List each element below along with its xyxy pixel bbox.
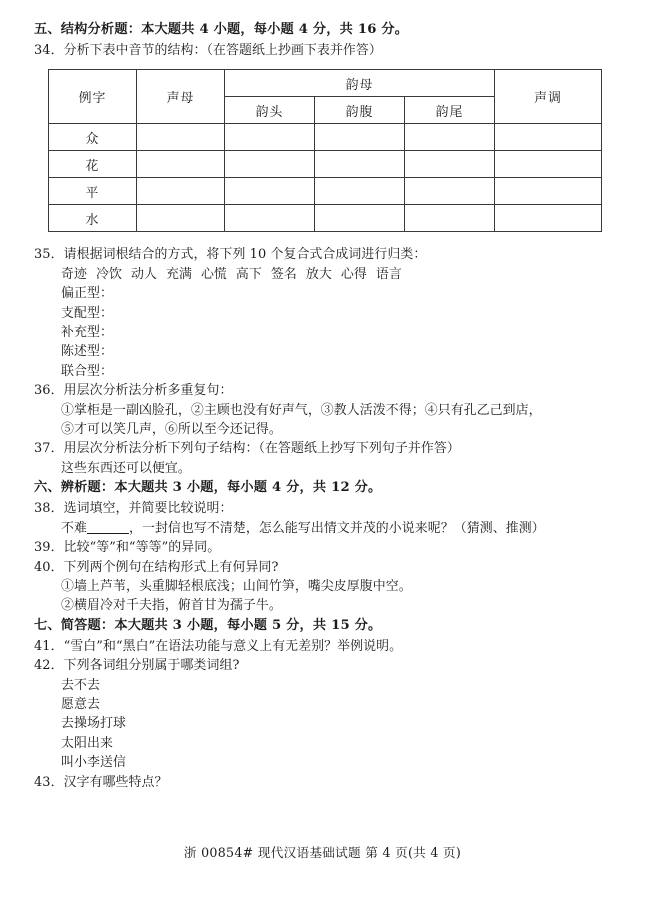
cell-lizi: 众	[49, 124, 137, 151]
question-42-phrase-1: 去不去	[61, 677, 100, 693]
word-item: 心得	[340, 266, 367, 282]
fill-in-blank[interactable]	[87, 533, 129, 534]
column-header-yunfu: 韵腹	[315, 97, 405, 124]
word-item: 充满	[165, 266, 192, 282]
question-42-phrase-4: 太阳出来	[61, 735, 113, 751]
spacer	[34, 232, 607, 245]
table-row	[49, 178, 602, 205]
table-row	[49, 151, 602, 178]
question-36-clause-line-2: ⑤才可以笑几声，⑥所以至今还记得。	[61, 422, 282, 438]
column-header-yuntou: 韵头	[225, 97, 315, 124]
question-43-prompt: 汉字有哪些特点？	[63, 774, 168, 790]
question-34	[34, 41, 607, 60]
question-40	[34, 558, 607, 577]
sentence-before-blank: 不难	[61, 520, 87, 536]
question-36-clause-line-1: ①掌柜是一副凶脸孔，②主顾也没有好声气，③教人活泼不得；④只有孔乙己到店，	[61, 402, 542, 418]
word-item: 签名	[270, 266, 297, 282]
question-38	[34, 499, 607, 518]
table-body	[49, 124, 602, 232]
question-40-prompt: 下列两个例句在结构形式上有何异同?	[63, 559, 279, 575]
answer-label-pianzheng[interactable]: 偏正型：	[61, 286, 113, 302]
question-40-example-2: ②横眉冷对千夫指，俯首甘为孺子牛。	[61, 598, 282, 614]
question-37-sentence: 这些东西还可以便宜。	[61, 460, 191, 476]
question-42-prompt: 下列各词组分别属于哪类词组?	[63, 658, 240, 674]
table-row	[49, 124, 602, 151]
cell-yunwei[interactable]	[405, 205, 495, 232]
question-37	[34, 439, 607, 458]
cell-lizi: 水	[49, 205, 137, 232]
question-43-number: 43．	[34, 774, 64, 790]
word-item: 动人	[130, 266, 157, 282]
cell-shengmu[interactable]	[137, 151, 225, 178]
cell-yunwei[interactable]	[405, 151, 495, 178]
question-37-prompt: 用层次分析法分析下列句子结构：（在答题纸上抄写下列句子并作答）	[63, 441, 460, 457]
question-36-number: 36．	[34, 383, 64, 399]
question-38-sentence	[34, 519, 607, 538]
cell-shengmu[interactable]	[137, 178, 225, 205]
word-item: 奇迹	[61, 266, 87, 282]
section-heading-five: 五、结构分析题：本大题共 4 小题，每小题 4 分，共 16 分。	[34, 22, 409, 37]
question-42-number: 42．	[34, 658, 64, 674]
cell-yunfu[interactable]	[315, 178, 405, 205]
question-34-number: 34．	[34, 43, 64, 58]
word-item: 冷饮	[95, 266, 122, 282]
cell-yuntou[interactable]	[225, 205, 315, 232]
question-38-number: 38．	[34, 501, 64, 517]
page-footer: 浙 00854# 现代汉语基础试题 第 4 页(共 4 页)	[183, 845, 462, 860]
question-35	[34, 245, 607, 264]
syllable-structure-table	[48, 69, 602, 232]
question-42-phrase-2: 愿意去	[61, 696, 100, 712]
question-37-number: 37．	[34, 441, 64, 457]
cell-yuntou[interactable]	[225, 151, 315, 178]
cell-shengdiao[interactable]	[495, 124, 602, 151]
question-41-number: 41．	[34, 638, 64, 654]
column-header-lizi: 例字	[49, 70, 137, 124]
answer-label-chenshu[interactable]: 陈述型：	[61, 344, 113, 360]
question-39	[34, 538, 607, 557]
cell-yunwei[interactable]	[405, 178, 495, 205]
question-39-number: 39．	[34, 540, 64, 556]
column-header-shengdiao: 声调	[495, 70, 602, 124]
cell-lizi: 花	[49, 151, 137, 178]
cell-shengdiao[interactable]	[495, 178, 602, 205]
cell-yunwei[interactable]	[405, 124, 495, 151]
word-item: 语言	[375, 266, 402, 282]
question-41-prompt: “雪白”和“黑白”在语法功能与意义上有无差别？举例说明。	[63, 638, 403, 654]
cell-shengdiao[interactable]	[495, 205, 602, 232]
cell-yunfu[interactable]	[315, 124, 405, 151]
table-header	[49, 70, 602, 124]
column-header-shengmu: 声母	[137, 70, 225, 124]
question-42	[34, 656, 607, 675]
answer-label-zhipei[interactable]: 支配型：	[61, 305, 113, 321]
question-35-word-list	[34, 265, 607, 284]
table-header-row-top	[49, 70, 602, 97]
answer-label-buchong[interactable]: 补充型：	[61, 325, 113, 341]
cell-yuntou[interactable]	[225, 124, 315, 151]
section-heading-six: 六、辨析题：本大题共 3 小题，每小题 4 分，共 12 分。	[34, 480, 382, 496]
question-34-prompt: 分析下表中音节的结构：（在答题纸上抄画下表并作答）	[63, 43, 382, 58]
question-39-prompt: 比较“等”和“等等”的异同。	[63, 540, 221, 556]
cell-shengmu[interactable]	[137, 205, 225, 232]
question-36	[34, 381, 607, 400]
question-41	[34, 637, 607, 656]
question-35-prompt: 请根据词根结合的方式，将下列 10 个复合式合成词进行归类：	[63, 247, 427, 263]
section-heading-seven: 七、简答题：本大题共 3 小题，每小题 5 分，共 15 分。	[34, 617, 382, 633]
sentence-after-blank: ，一封信也写不清楚，怎么能写出情文并茂的小说来呢？（猜测、推测）	[128, 520, 545, 536]
question-35-number: 35．	[34, 247, 64, 263]
word-item: 心慌	[200, 266, 227, 282]
cell-yunfu[interactable]	[315, 151, 405, 178]
answer-label-lianhe[interactable]: 联合型：	[61, 363, 113, 379]
table-row	[49, 205, 602, 232]
question-42-phrase-3: 去操场打球	[61, 716, 126, 732]
question-43	[34, 773, 607, 792]
word-item: 高下	[235, 266, 262, 282]
question-42-phrase-5: 叫小李送信	[61, 755, 126, 771]
question-40-example-1: ①墙上芦苇，头重脚轻根底浅；山间竹笋，嘴尖皮厚腹中空。	[61, 578, 412, 594]
cell-yuntou[interactable]	[225, 178, 315, 205]
question-40-number: 40．	[34, 559, 64, 575]
column-header-yunwei: 韵尾	[405, 97, 495, 124]
question-36-prompt: 用层次分析法分析多重复句：	[63, 383, 233, 399]
cell-shengmu[interactable]	[137, 124, 225, 151]
cell-lizi: 平	[49, 178, 137, 205]
word-item: 放大	[305, 266, 332, 282]
cell-yunfu[interactable]	[315, 205, 405, 232]
cell-shengdiao[interactable]	[495, 151, 602, 178]
question-38-prompt: 选词填空，并简要比较说明：	[63, 501, 233, 517]
column-header-yunmu: 韵母	[225, 70, 495, 97]
